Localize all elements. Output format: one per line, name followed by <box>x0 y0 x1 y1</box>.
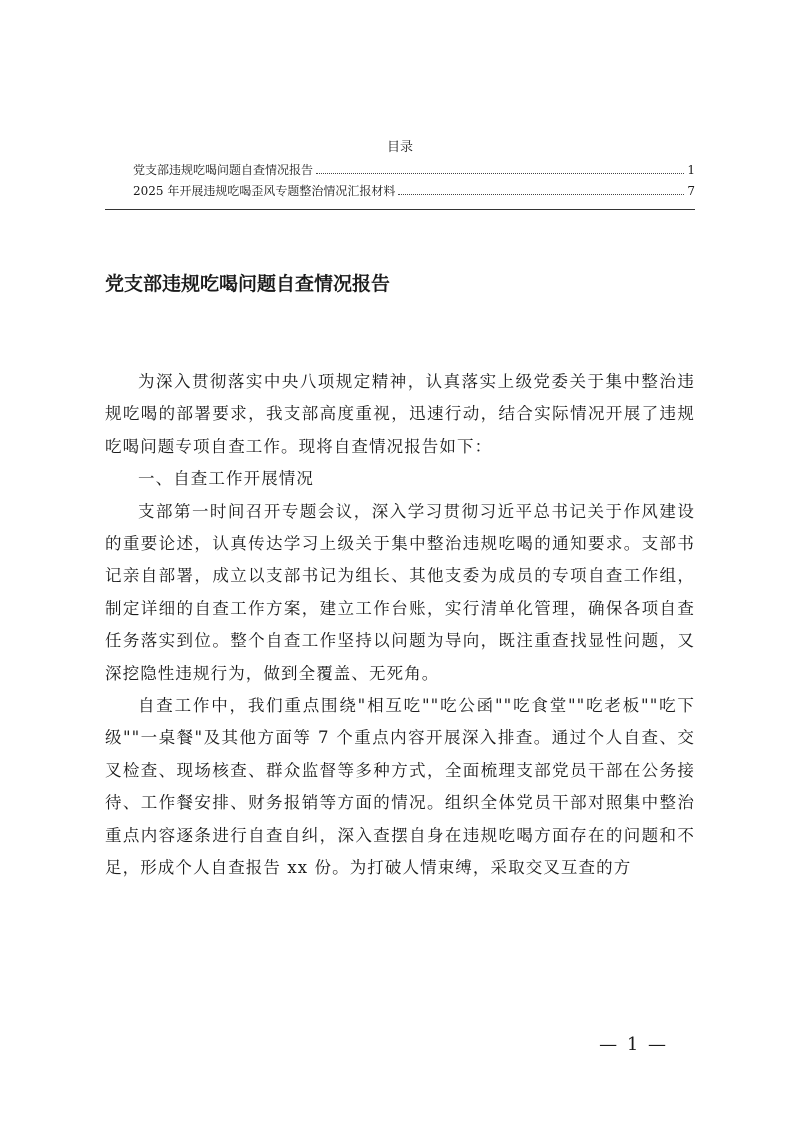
document-body <box>105 366 695 885</box>
body-paragraph: 支部第一时间召开专题会议，深入学习贯彻习近平总书记关于作风建设的重要论述，认真传达学习上级关于集中整治违规吃喝的通知要求。支部书记亲自部署，成立以支部书记为组长、其他支委为成员的专项自查工作组，制定详细的自查工作方案，建立工作台账，实行清单化管理，确保各项自查任务落实到位。整个自查工作坚持以问题为导向，既注重查找显性问题，又深挖隐性违规行为，做到全覆盖、无死角。 <box>105 501 695 683</box>
toc-dot-leader <box>398 194 684 195</box>
body-paragraph: 自查工作中，我们重点围绕"相互吃""吃公函""吃食堂""吃老板""吃下级""一桌餐"及其他方面等 7 个重点内容开展深入排查。通过个人自查、交叉检查、现场核查、群众监督等多种方式，全面梳理支部党员干部在公务接待、工作餐安排、财务报销等方面的情况。组织全体党员干部对照集中整治重点内容逐条进行自查自纠，深入查摆自身在违规吃喝方面存在的问题和不足，形成个人自查报告 xx 份。为打破人情束缚，采取交叉互查的方 <box>105 696 695 878</box>
toc-entry-title: 2025 年开展违规吃喝歪风专题整治情况汇报材料 <box>133 184 396 198</box>
toc-title: 目录 <box>386 140 413 155</box>
toc-entry-page: 7 <box>687 184 695 198</box>
page-number: — 1 — <box>599 1034 668 1055</box>
table-of-contents <box>105 138 695 210</box>
toc-dot-leader <box>316 173 684 174</box>
toc-entry[interactable] <box>105 181 695 202</box>
toc-entry-page: 1 <box>687 163 695 177</box>
section-heading: 一、自查工作开展情况 <box>138 469 314 489</box>
document-title: 党支部违规吃喝问题自查情况报告 <box>105 273 391 295</box>
intro-paragraph: 为深入贯彻落实中央八项规定精神，认真落实上级党委关于集中整治违规吃喝的部署要求，我支部高度重视，迅速行动，结合实际情况开展了违规吃喝问题专项自查工作。现将自查情况报告如下： <box>105 372 695 456</box>
toc-entry-title: 党支部违规吃喝问题自查情况报告 <box>133 163 314 177</box>
toc-entry[interactable] <box>105 160 695 181</box>
